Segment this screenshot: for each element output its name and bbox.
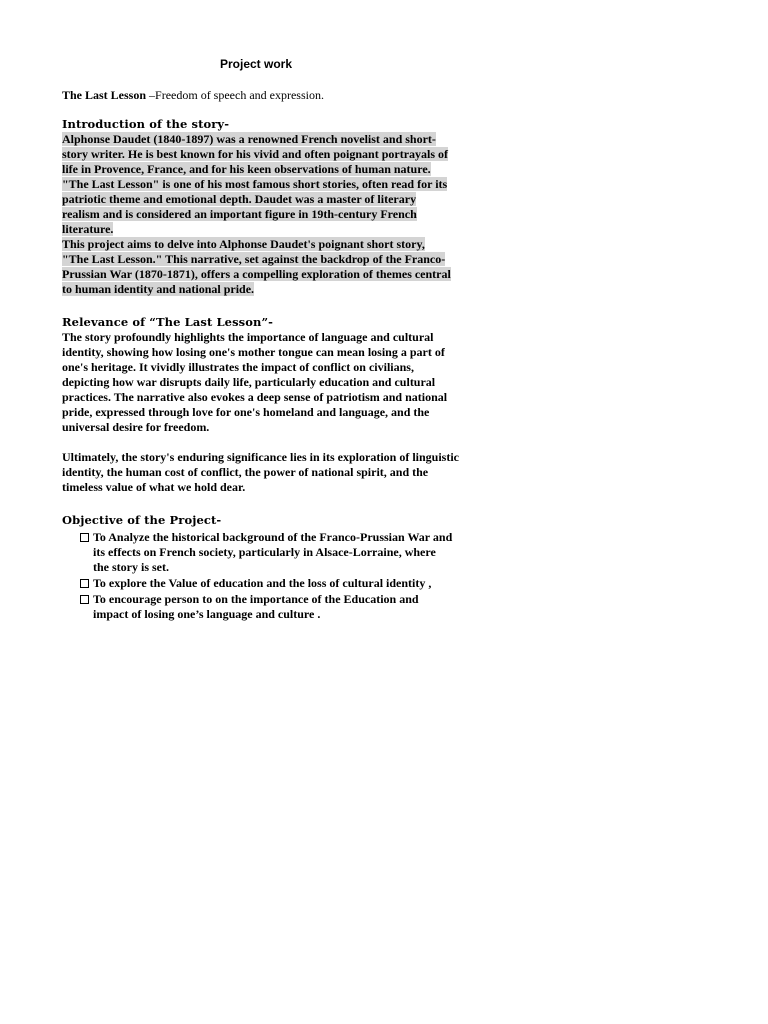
objective-item — [80, 530, 453, 575]
document-title: Project work — [219, 57, 293, 71]
objective-heading: Objective of the Project- — [62, 513, 222, 527]
subtitle-story-name: The Last Lesson — [62, 88, 147, 102]
relevance-heading: Relevance of “The Last Lesson”- — [62, 315, 274, 329]
document-body — [62, 88, 462, 623]
checkbox-icon — [80, 595, 89, 604]
objective-item-text: To explore the Value of education and the loss of cultural identity , — [93, 576, 432, 590]
relevance-paragraph-2: Ultimately, the story's enduring significance lies in its exploration of linguistic identity, the human cost of conflict, the power of national spirit, and the timeless value of what we hold dear. — [62, 450, 459, 494]
relevance-paragraph-1: The story profoundly highlights the importance of language and cultural identity, showing how losing one's mother tongue can mean losing a part of one's heritage. It vividly illustrates the impact of conflict on civilians, depicting how war disrupts daily life, particularly education and cultural practices. The narrative also evokes a deep sense of patriotism and national pride, expressed through love for one's homeland and language, and the universal desire for freedom. — [62, 330, 448, 434]
objective-list — [62, 530, 462, 622]
checkbox-icon — [80, 579, 89, 588]
document-subtitle — [62, 88, 462, 103]
objective-item-text: To Analyze the historical background of the Franco-Prussian War and its effects on French society, particularly in Alsace-Lorraine, where the story is set. — [93, 530, 453, 574]
objective-item — [80, 592, 453, 622]
objective-item-text: To encourage person to on the importance of the Education and impact of losing one’s language and culture . — [93, 592, 419, 621]
introduction-paragraph-1 — [62, 132, 452, 237]
introduction-text-1: Alphonse Daudet (1840-1897) was a renowned French novelist and short-story writer. He is best known for his vivid and often poignant portrayals of life in Provence, France, and for his keen observations of human nature. "The Last Lesson" is one of his most famous short stories, often read for its patriotic theme and emotional depth. Daudet was a master of literary realism and is considered an important figure in 19th-century French literature. — [62, 132, 449, 236]
objective-item — [80, 576, 453, 591]
subtitle-theme: –Freedom of speech and expression. — [146, 88, 324, 102]
introduction-text-2: This project aims to delve into Alphonse Daudet's poignant short story, "The Last Lesson." This narrative, set against the backdrop of the Franco-Prussian War (1870-1871), offers a compelling exploration of themes central to human identity and national pride. — [62, 237, 451, 296]
checkbox-icon — [80, 533, 89, 542]
introduction-heading: Introduction of the story- — [62, 117, 230, 131]
introduction-paragraph-2 — [62, 237, 452, 297]
